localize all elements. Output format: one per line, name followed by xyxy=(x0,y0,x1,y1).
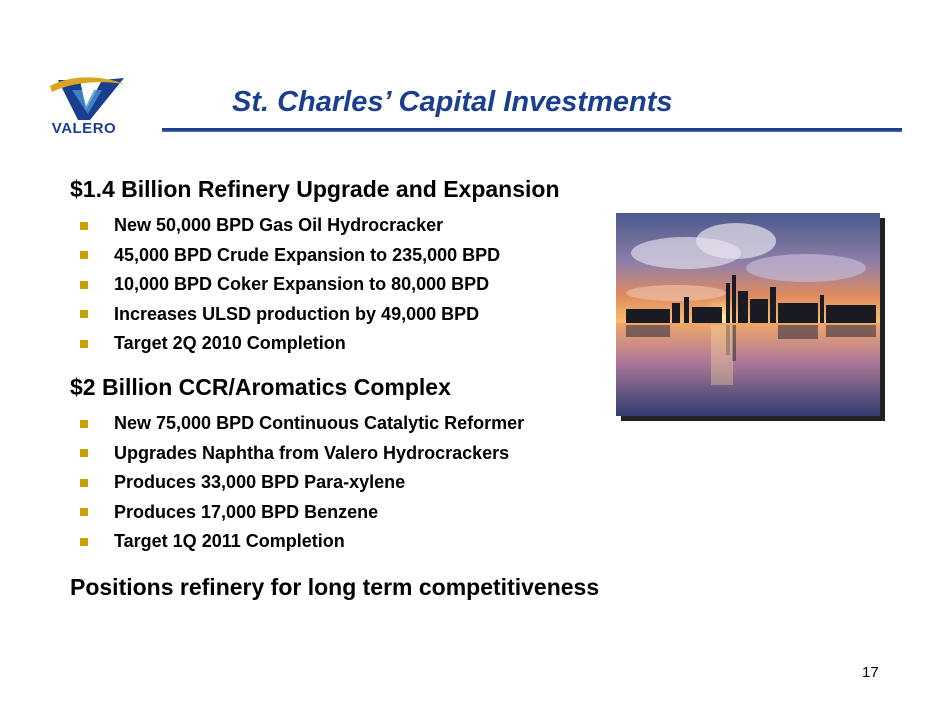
logo-wordmark: VALERO xyxy=(51,120,117,137)
bullet-square-icon xyxy=(80,251,88,259)
conclusion-text: Positions refinery for long term competitiveness xyxy=(70,574,600,600)
bullet-item: 10,000 BPD Coker Expansion to 80,000 BPD xyxy=(80,270,500,300)
bullet-square-icon xyxy=(80,420,88,428)
bullet-item: Produces 33,000 BPD Para-xylene xyxy=(80,468,524,498)
valero-v-icon xyxy=(28,70,140,122)
bullet-square-icon xyxy=(80,340,88,348)
title-underline xyxy=(162,128,902,132)
page-number: 17 xyxy=(862,664,879,681)
bullet-item: 45,000 BPD Crude Expansion to 235,000 BPD xyxy=(80,241,500,271)
slide-title: St. Charles’ Capital Investments xyxy=(232,86,673,118)
bullet-square-icon xyxy=(80,222,88,230)
section-2-bullets xyxy=(80,409,524,557)
bullet-square-icon xyxy=(80,310,88,318)
bullet-item: Target 2Q 2010 Completion xyxy=(80,329,500,359)
bullet-item: New 75,000 BPD Continuous Catalytic Reformer xyxy=(80,409,524,439)
refinery-photo-image xyxy=(616,213,880,416)
refinery-sunset-photo xyxy=(616,213,880,416)
bullet-item: Increases ULSD production by 49,000 BPD xyxy=(80,300,500,330)
bullet-item: New 50,000 BPD Gas Oil Hydrocracker xyxy=(80,211,500,241)
bullet-item: Target 1Q 2011 Completion xyxy=(80,527,524,557)
bullet-square-icon xyxy=(80,508,88,516)
bullet-square-icon xyxy=(80,479,88,487)
bullet-square-icon xyxy=(80,538,88,546)
valero-logo xyxy=(28,70,148,150)
bullet-square-icon xyxy=(80,281,88,289)
bullet-square-icon xyxy=(80,449,88,457)
section-2-heading: $2 Billion CCR/Aromatics Complex xyxy=(70,374,451,400)
section-1-heading: $1.4 Billion Refinery Upgrade and Expansion xyxy=(70,176,560,202)
bullet-item: Upgrades Naphtha from Valero Hydrocrackers xyxy=(80,439,524,469)
section-1-bullets xyxy=(80,211,500,359)
bullet-item: Produces 17,000 BPD Benzene xyxy=(80,498,524,528)
